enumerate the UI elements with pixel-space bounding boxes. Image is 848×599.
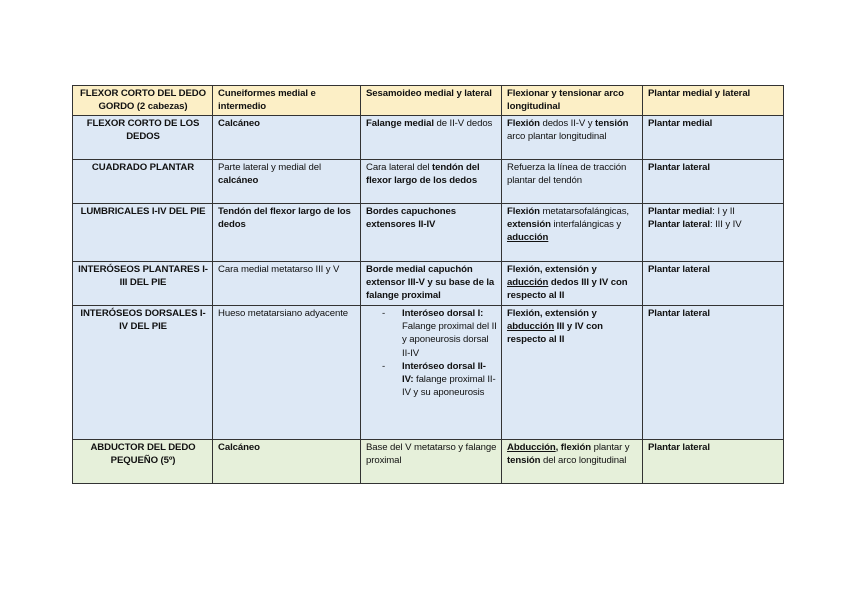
action-cell (502, 204, 643, 262)
action-cell (502, 262, 643, 306)
insertion-cell (361, 160, 502, 204)
nerve-cell: Plantar lateral (643, 440, 784, 484)
action-text: III y IV con respecto al II (507, 321, 603, 346)
action-cell (502, 116, 643, 160)
action-bold-text: tensión (595, 118, 629, 129)
action-text: Flexión, extensión y (507, 308, 597, 319)
action-text: metatarsofalángicas, (539, 206, 629, 217)
action-text: Flexión, extensión y (507, 264, 597, 275)
action-underlined-text: aducción (507, 277, 549, 289)
insertion-cell (361, 306, 502, 440)
muscle-name-cell: INTERÓSEOS PLANTARES I-III DEL PIE (73, 262, 213, 306)
action-cell: Refuerza la línea de tracción plantar del tendón (502, 160, 643, 204)
table-row (73, 204, 784, 262)
action-text: plantar y (591, 442, 630, 453)
action-text: del arco longitudinal (540, 455, 627, 467)
insertion-cell: Bordes capuchones extensores II-IV (361, 204, 502, 262)
action-bold-text: Flexión (507, 206, 540, 217)
origin-text: Parte lateral y medial del (218, 162, 321, 173)
muscle-name-cell: CUADRADO PLANTAR (73, 160, 213, 204)
insertion-text: de II-V dedos (433, 118, 493, 129)
action-cell: Flexionar y tensionar arco longitudinal (502, 86, 643, 116)
action-bold-text: extensión (507, 219, 551, 231)
nerve-cell (643, 204, 784, 262)
muscle-table (72, 85, 784, 484)
origin-cell (213, 160, 361, 204)
origin-cell: Cuneiformes medial e intermedio (213, 86, 361, 116)
list-item-text: Falange proximal del II y aponeurosis dorsal II-IV (402, 321, 497, 359)
nerve-cell: Plantar medial y lateral (643, 86, 784, 116)
nerve-cell: Plantar medial (643, 116, 784, 160)
dash-bullet: - (382, 360, 386, 372)
insertion-bold-text: tendón del flexor largo de los dedos (366, 162, 480, 187)
origin-cell: Calcáneo (213, 116, 361, 160)
nerve-cell: Plantar lateral (643, 306, 784, 440)
action-bold-text: Flexión (507, 118, 540, 129)
action-bold-text: , flexión (555, 442, 592, 453)
nerve-text: : III y IV (709, 219, 742, 231)
origin-cell: Tendón del flexor largo de los dedos (213, 204, 361, 262)
origin-cell: Cara medial metatarso III y V (213, 262, 361, 306)
muscle-name-cell: LUMBRICALES I-IV DEL PIE (73, 204, 213, 262)
action-underlined-text: Abducción (507, 442, 556, 453)
muscle-table-container (72, 85, 783, 484)
nerve-text: : I y II (712, 206, 735, 217)
nerve-line (648, 218, 779, 231)
nerve-bold-text: Plantar lateral (648, 219, 710, 231)
insertion-cell: Borde medial capuchón extensor III-V y su base de la falange proximal (361, 262, 502, 306)
action-text: dedos III y IV con respecto al II (507, 277, 628, 302)
action-text: interfalángicas y (550, 219, 622, 231)
table-row (73, 116, 784, 160)
table-row (73, 86, 784, 116)
insertion-cell: Base del V metatarso y falange proximal (361, 440, 502, 484)
insertion-list (366, 307, 497, 399)
dash-bullet: - (382, 308, 386, 319)
list-item-text: falange proximal II-IV y su aponeurosis (402, 374, 496, 399)
muscle-name-cell: FLEXOR CORTO DEL DEDO GORDO (2 cabezas) (73, 86, 213, 116)
action-underlined-text: abducción (507, 321, 555, 333)
insertion-bold-text: Falange medial (366, 118, 434, 129)
nerve-cell: Plantar lateral (643, 262, 784, 306)
action-text: arco plantar longitudinal (507, 131, 607, 143)
origin-cell: Calcáneo (213, 440, 361, 484)
table-row (73, 440, 784, 484)
muscle-name-cell: INTERÓSEOS DORSALES I-IV DEL PIE (73, 306, 213, 440)
origin-bold-text: calcáneo (218, 175, 259, 187)
action-underlined-text: aducción (507, 232, 549, 244)
action-cell (502, 440, 643, 484)
insertion-text: Cara lateral del (366, 162, 433, 173)
insertion-cell: Sesamoideo medial y lateral (361, 86, 502, 116)
table-row (73, 160, 784, 204)
action-text: dedos II-V y (539, 118, 596, 129)
nerve-line (648, 205, 779, 218)
insertion-cell (361, 116, 502, 160)
nerve-cell: Plantar lateral (643, 160, 784, 204)
action-bold-text: tensión (507, 455, 541, 467)
table-row (73, 306, 784, 440)
action-cell (502, 306, 643, 440)
list-item (366, 307, 497, 360)
list-item-bold-text: Interóseo dorsal II-IV: (402, 360, 486, 386)
nerve-bold-text: Plantar medial (648, 206, 713, 217)
muscle-name-cell: FLEXOR CORTO DE LOS DEDOS (73, 116, 213, 160)
table-row (73, 262, 784, 306)
origin-cell: Hueso metatarsiano adyacente (213, 306, 361, 440)
muscle-name-cell: ABDUCTOR DEL DEDO PEQUEÑO (5º) (73, 440, 213, 484)
list-item-bold-text: Interóseo dorsal I: (402, 308, 484, 319)
list-item (366, 360, 497, 400)
